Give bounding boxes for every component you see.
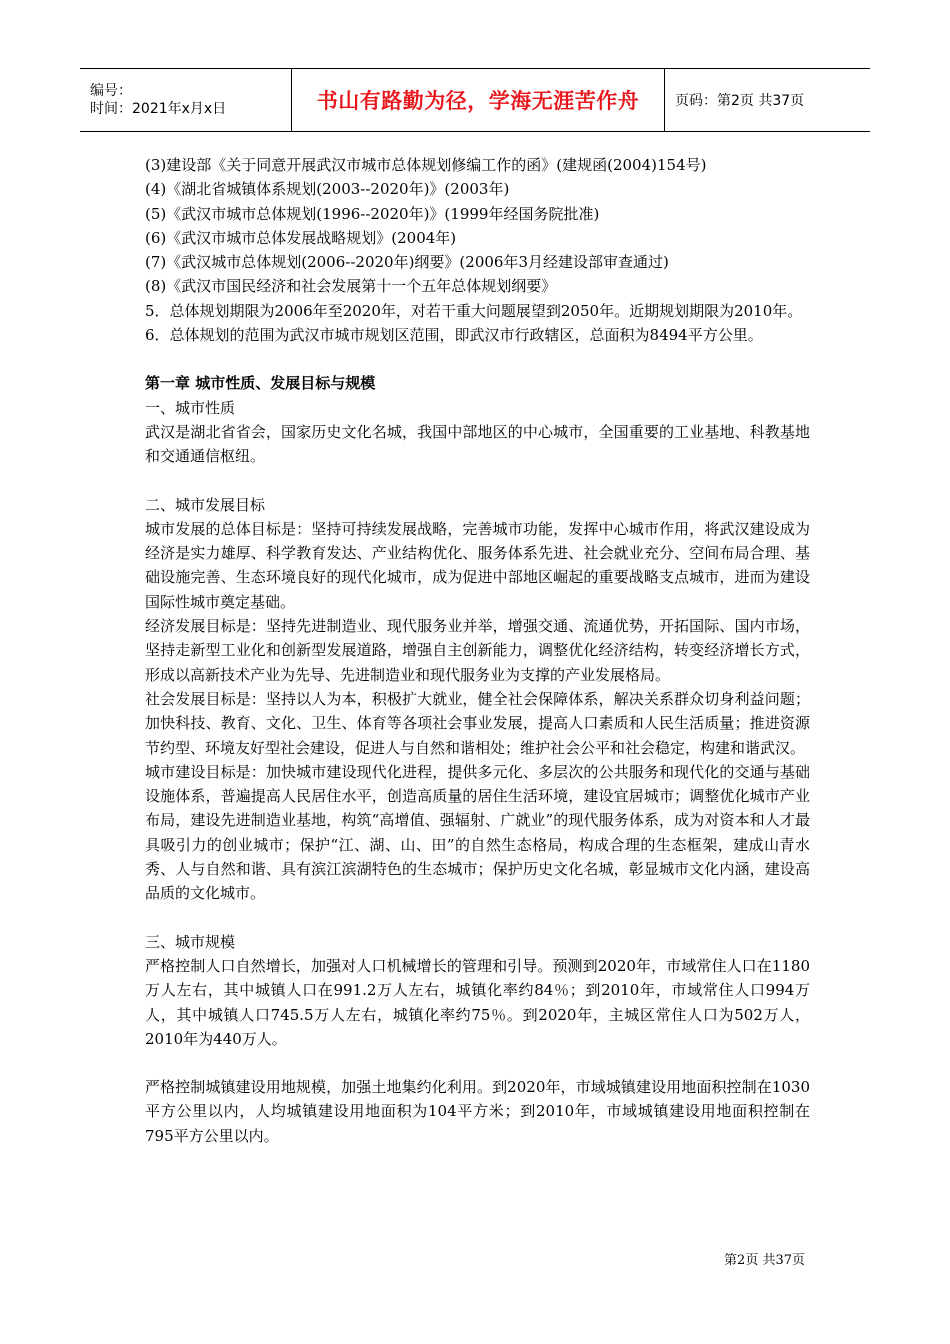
- document-body: [145, 153, 810, 1148]
- section-title: 一、城市性质: [145, 398, 236, 417]
- construction-goal-text: 城市建设目标是：加快城市建设现代化进程，提供多元化、多层次的公共服务和现代化的交通与基础设施体系，普遍提高人民居住水平，创造高质量的居住生活环境，建设宜居城市；调整优化城市产业布局，建设先进制造业基地，构筑“高增值、强辐射、广就业”的现代服务体系，成为对资本和人才最具吸引力的创业城市；保护“江、湖、山、田”的自然生态格局，构成合理的生态框架，建成山青水秀、人与自然和谐、具有滨江滨湖特色的生态城市；保护历史文化名城，彰显城市文化内涵，建设高品质的文化城市。: [145, 762, 810, 903]
- overall-goal-text: 城市发展的总体目标是：坚持可持续发展战略，完善城市功能，发挥中心城市作用，将武汉建设成为经济是实力雄厚、科学教育发达、产业结构优化、服务体系先进、社会就业充分、空间布局合理、基础设施完善、生态环境良好的现代化城市，成为促进中部地区崛起的重要战略支点城市，进而为建设国际性城市奠定基础。: [145, 519, 810, 611]
- reference-item: (6)《武汉市城市总体发展战略规划》(2004年): [145, 228, 457, 247]
- reference-item: (5)《武汉市城市总体规划(1996--2020年)》(1999年经国务院批准): [145, 204, 600, 223]
- land-use-text: 严格控制城镇建设用地规模，加强土地集约化利用。到2020年，市域城镇建设用地面积控制在1030平方公里以内，人均城镇建设用地面积为104平方米；到2010年，市域城镇建设用地面积控制在795平方公里以内。: [145, 1078, 810, 1145]
- social-goal-text: 社会发展目标是：坚持以人为本，积极扩大就业，健全社会保障体系，解决关系群众切身利益问题；加快科技、教育、文化、卫生、体育等各项社会事业发展，提高人口素质和人民生活质量；推进资源节约型、环境友好型社会建设，促进人与自然和谐相处；维护社会公平和社会稳定，构建和谐武汉。: [145, 689, 810, 757]
- header-page-info: 页码：第2页 共37页: [675, 93, 805, 109]
- city-nature-text: 武汉是湖北省省会，国家历史文化名城，我国中部地区的中心城市，全国重要的工业基地、科教基地和交通通信枢纽。: [145, 422, 810, 466]
- header-motto: 书山有路勤为径，学海无涯苦作舟: [292, 69, 665, 131]
- chapter-title: 第一章 城市性质、发展目标与规模: [145, 374, 376, 393]
- reference-item: (4)《湖北省城镇体系规划(2003--2020年)》(2003年): [145, 180, 510, 199]
- time-label: 时间：2021年x月x日: [90, 101, 227, 117]
- reference-item: (3)建设部《关于同意开展武汉市城市总体规划修编工作的函》(建规函(2004)154号): [145, 156, 707, 174]
- page-footer: 第2页 共37页: [724, 1253, 805, 1268]
- page-header: [80, 68, 870, 132]
- economic-goal-text: 经济发展目标是：坚持先进制造业、现代服务业并举，增强交通、流通优势，开拓国际、国内市场，坚持走新型工业化和创新型发展道路，增强自主创新能力，调整优化经济结构，转变经济增长方式，形成以高新技术产业为先导、先进制造业和现代服务业为支撑的产业发展格局。: [145, 617, 810, 684]
- section-title: 二、城市发展目标: [145, 495, 266, 514]
- reference-item: (8)《武汉市国民经济和社会发展第十一个五年总体规划纲要》: [145, 277, 557, 296]
- number-label: 编号：: [90, 83, 132, 99]
- section-title: 三、城市规模: [145, 932, 236, 951]
- reference-item: (7)《武汉城市总体规划(2006--2020年)纲要》(2006年3月经建设部审查通过): [145, 253, 669, 272]
- planning-period: 5．总体规划期限为2006年至2020年，对若干重大问题展望到2050年。近期规划期限为2010年。: [145, 301, 803, 320]
- header-meta: [80, 69, 292, 131]
- population-text: 严格控制人口自然增长，加强对人口机械增长的管理和引导。预测到2020年，市域常住人口在1180万人左右，其中城镇人口在991.2万人左右，城镇化率约84％；到2010年，市域常住人口994万人，其中城镇人口745.5万人左右，城镇化率约75％。到2020年，主城区常住人口为502万人，2010年为440万人。: [145, 956, 810, 1048]
- planning-scope: 6．总体规划的范围为武汉市城市规划区范围，即武汉市行政辖区，总面积为8494平方公里。: [145, 326, 763, 345]
